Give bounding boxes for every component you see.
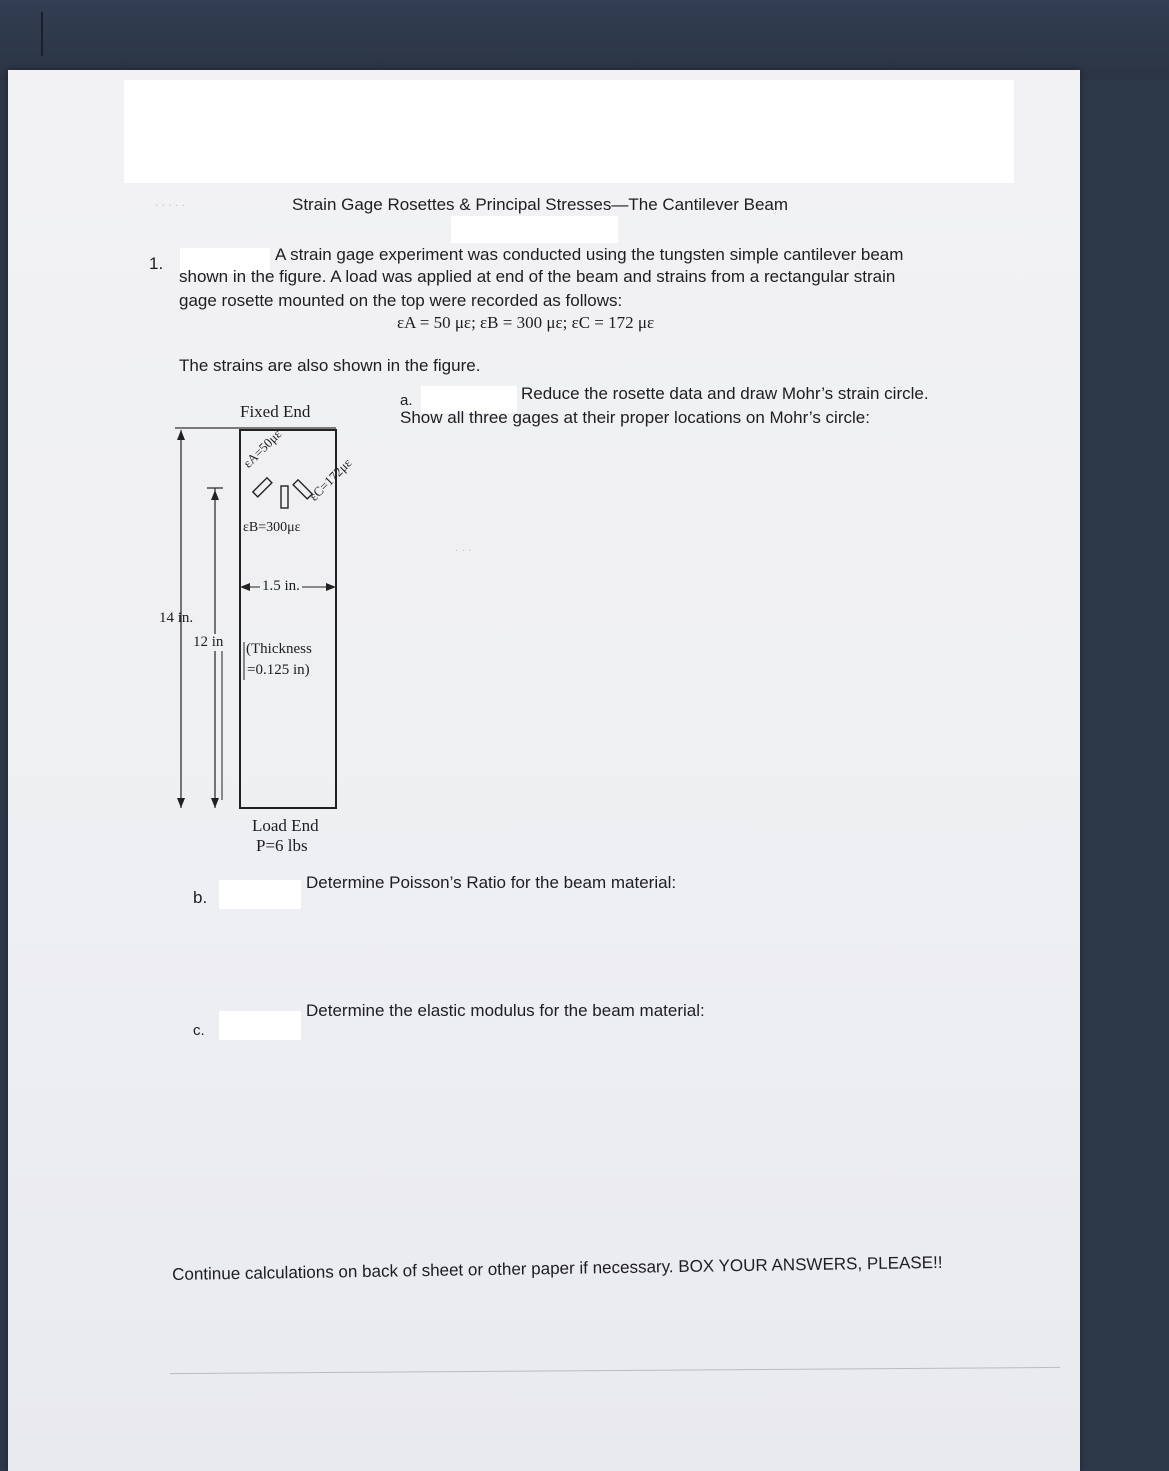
gage-b-element [281,486,288,508]
fixed-end-label: Fixed End [240,402,311,421]
dimension-12in-arrow-top [211,490,219,500]
bleed-through-text: . . . . . [155,195,186,209]
dimension-arrow-bottom [177,798,185,808]
part-c-label: c. [193,1022,205,1039]
strain-b-label: εB=300με [243,520,301,535]
strains-also-shown: The strains are also shown in the figure. [179,356,481,375]
page-title: Strain Gage Rosettes & Principal Stresses—The Cantilever Beam [292,195,789,214]
problem-text-line-3: gage rosette mounted on the top were recorded as follows: [179,291,623,310]
part-a-label: a. [400,392,413,409]
strain-c-label: εC=172με [306,455,355,504]
thickness-label-line-1: (Thickness [246,641,312,657]
strain-gage-rosette [253,478,312,508]
width-arrow-right [326,583,336,591]
strain-a-label: εA=50με [240,426,285,471]
gage-a-element [253,478,272,497]
part-b-label: b. [193,888,208,907]
beam-width-label: 1.5 in. [262,578,300,594]
dimension-12in-arrow-bottom [211,798,219,808]
gage-distance-label: 12 in [193,634,224,650]
problem-text-line-1: A strain gage experiment was conducted using the tungsten simple cantilever beam [275,245,904,264]
part-b-text: Determine Poisson’s Ratio for the beam material: [306,873,677,892]
part-a-text-line-1: Reduce the rosette data and draw Mohr’s strain circle. [521,384,929,403]
load-value-label: P=6 lbs [256,836,308,855]
bleed-through-text: . . . [455,540,472,554]
part-c-text: Determine the elastic modulus for the beam material: [306,1001,705,1020]
part-a-text-line-2: Show all three gages at their proper locations on Mohr’s circle: [400,408,870,427]
thickness-label-line-2: =0.125 in) [247,662,310,678]
width-arrow-left [240,583,250,591]
load-end-label: Load End [252,816,319,835]
beam-length-total-label: 14 in. [159,610,194,626]
footer-instructions: Continue calculations on back of sheet or other paper if necessary. BOX YOUR ANSWERS, PLEASE!! [172,1252,943,1284]
recorded-strains: εA = 50 με; εB = 300 με; εC = 172 με [397,313,655,332]
dimension-arrow-top [177,430,185,440]
problem-number: 1. [149,254,164,273]
problem-text-line-2: shown in the figure. A load was applied at end of the beam and strains from a rectangular strain [179,267,896,286]
